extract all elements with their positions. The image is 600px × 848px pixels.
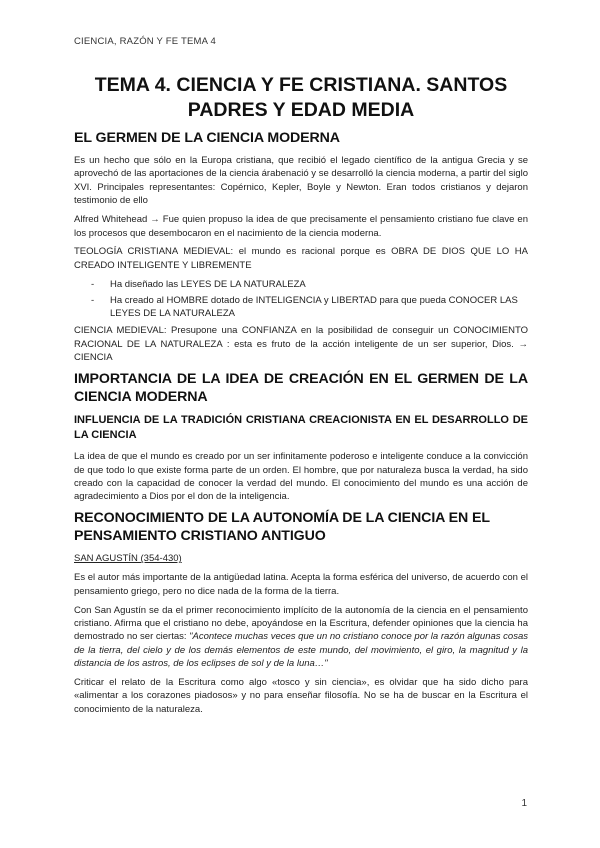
paragraph: Es un hecho que sólo en la Europa cristiana, que recibió el legado científico de la antigua Grecia y se aprovechó de las aportaciones de la ciencia árabenació y se desarrolló la ciencia moderna, a partir del siglo XVI. Principales representantes: Copérnico, Kepler, Boyle y Newton. Eran todos cristianos y dejaron testimonio de ello [74,155,528,207]
dash-icon: - [91,278,95,290]
document-body [74,129,528,722]
paragraph-text: Con San Agustín se da el primer reconocimiento implícito de la autonomía de la ciencia en el pensamiento cristiano. Afirma que el cristiano no debe, apoyándose en la Escritura, defender opiniones que la ciencia ha demostrado no ser ciertas: [74,604,528,643]
list-item [74,278,528,291]
list-item-text: Ha creado al HOMBRE dotado de INTELIGENCIA y LIBERTAD para que pueda CONOCER LAS LEYES DE LA NATURALEZA [110,294,518,320]
paragraph: La idea de que el mundo es creado por un ser infinitamente poderoso e inteligente conduce a la convicción de que todo lo que existe forma parte de un orden. El hombre, que por naturaleza busca la verdad, ha sido creado con la capacidad de conocer la verdad del mundo. El conocimiento del mundo es una acción de agradecimiento a Dios por el don de la inteligencia. [74,451,528,503]
section-heading-germen: EL GERMEN DE LA CIENCIA MODERNA [74,130,340,146]
bullet-list [74,278,528,321]
page-title: TEMA 4. CIENCIA Y FE CRISTIANA. SANTOS PADRES Y EDAD MEDIA [94,74,508,121]
subsection-heading: INFLUENCIA DE LA TRADICIÓN CRISTIANA CREACIONISTA EN EL DESARROLLO DE LA CIENCIA [74,414,528,442]
paragraph: Criticar el relato de la Escritura como algo «tosco y sin ciencia», es olvidar que ha sido dicho para «alimentar a los corazones piadosos» y no para enseñar filosofía. No se ha de buscar en la Escritura el conocimiento de la naturaleza. [74,677,528,715]
paragraph: CIENCIA MEDIEVAL: Presupone una CONFIANZA en la posibilidad de conseguir un CONOCIMIENTO RACIONAL DE LA NATURALEZA : esta es fruto de la acción inteligente de un ser superior, Dios. → CIENCIA [74,325,528,364]
paragraph: Es el autor más importante de la antigüedad latina. Acepta la forma esférica del universo, de acuerdo con el pensamiento griego, pero no dice nada de la forma de la tierra. [74,572,528,597]
list-item [74,294,528,321]
section-heading-autonomia: RECONOCIMIENTO DE LA AUTONOMÍA DE LA CIENCIA EN EL PENSAMIENTO CRISTIANO ANTIGUO [74,510,490,545]
author-name: SAN AGUSTÍN (354-430) [74,553,182,565]
paragraph-with-quote [74,604,528,671]
paragraph: Alfred Whitehead → Fue quien propuso la idea de que precisamente el pensamiento cristiano fue clave en los procesos que desembocaron en el nacimiento de la ciencia moderna. [74,214,528,239]
paragraph: TEOLOGÍA CRISTIANA MEDIEVAL: el mundo es racional porque es OBRA DE DIOS QUE LO HA CREADO INTELIGENTE Y LIBREMENTE [74,246,528,271]
author-label [74,552,528,565]
list-item-text: Ha diseñado las LEYES DE LA NATURALEZA [110,278,306,290]
running-header: CIENCIA, RAZÓN Y FE TEMA 4 [74,36,216,47]
dash-icon: - [91,294,95,306]
section-heading-creacion: IMPORTANCIA DE LA IDEA DE CREACIÓN EN EL GERMEN DE LA CIENCIA MODERNA [74,371,528,406]
quote: "Acontece muchas veces que un no cristiano conoce por la razón algunas cosas de la tierra, del cielo y de los demás elementos de este mundo, del movimiento, el giro, la magnitud y la distancia de los astros, de los eclipses de sol y de la luna…" [74,631,528,670]
page-number: 1 [521,798,527,809]
